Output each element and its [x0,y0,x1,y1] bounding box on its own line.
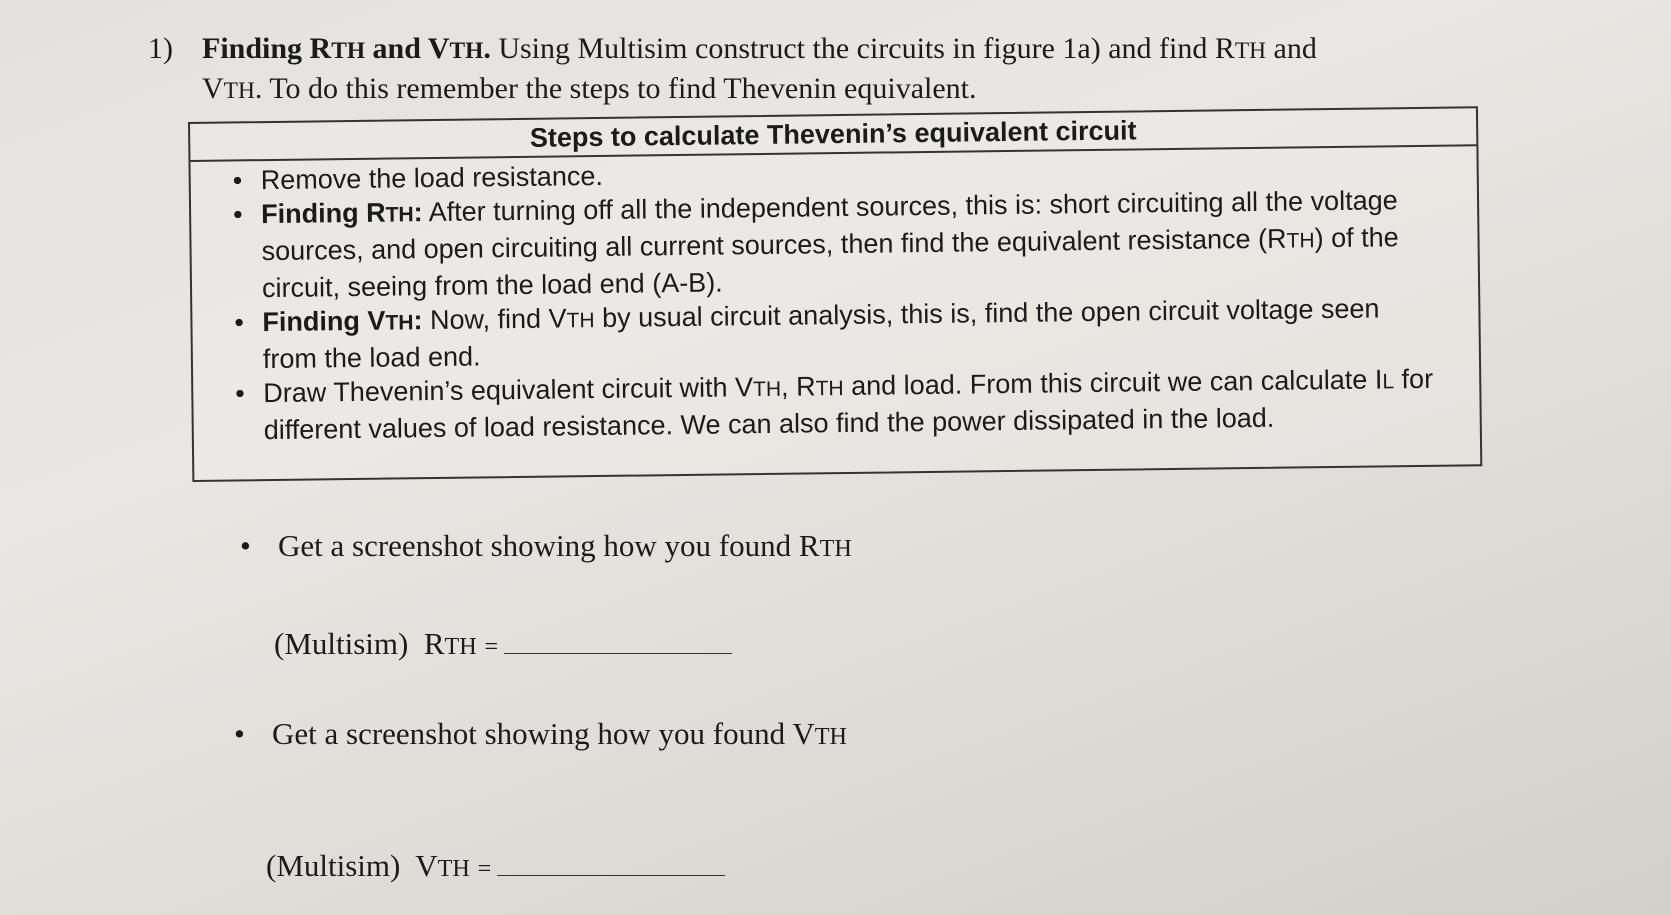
rth-answer-blank[interactable] [504,631,732,654]
rth-answer-line: (Multisim) RTH = [274,626,732,662]
step-item: • Finding VTH: Now, find VTH by usual circuit analysis, this is, find the open circuit voltage seen from the load end. [262,291,1439,376]
step-item: • Draw Thevenin’s equivalent circuit with VTH, RTH and load. From this circuit we can calculate IL for different values of load resistance. We can also find the power dissipated in the load. [263,362,1440,447]
question-number: 1) [148,32,173,65]
steps-box [188,106,1482,482]
steps-list [190,146,1479,448]
step-item: • Remove the load resistance. [261,149,1437,197]
vth-answer-line: (Multisim) VTH = [266,848,725,884]
question-title: Finding RTH and VTH. [202,32,491,65]
vth-answer-blank[interactable] [497,853,725,876]
steps-title: Steps to calculate Thevenin’s equivalent circuit [190,108,1476,162]
vth-screenshot-task: • Get a screenshot showing how you found VTH [234,716,847,751]
step-item: • Finding RTH: After turning off all the independent sources, this is: short circuiting all the voltage sources, and open circuiting all current sources, then find the equivalent resistance (RTH) of the circuit, seeing from the load end (A-B). [261,183,1438,305]
question-heading: 1) Finding RTH and VTH. Using Multisim construct the circuits in figure 1a) and find RTH and VTH. To do this remember the steps to find Thevenin equivalent. [148,32,1317,105]
rth-screenshot-task: • Get a screenshot showing how you found RTH [240,528,852,563]
